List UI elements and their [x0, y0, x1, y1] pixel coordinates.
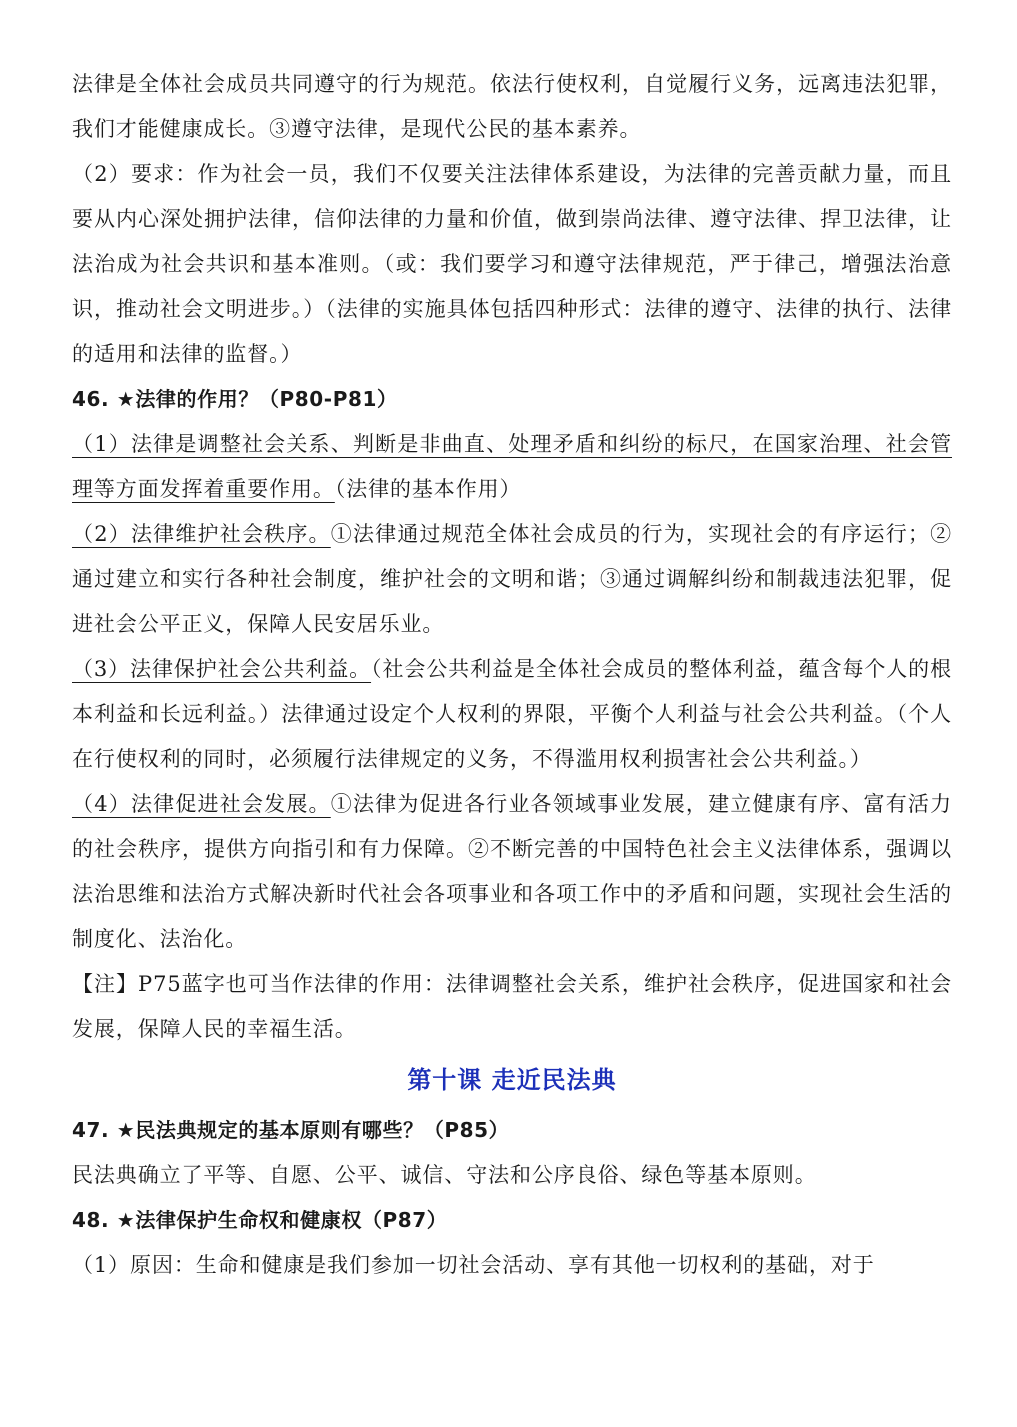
q46-point-2-key: （2）法律维护社会秩序。 — [72, 522, 331, 546]
q46-point-4-detail: ①法律为促进各行业各领域事业发展，建立健康有序、富有活力的社会秩序，提供方向指引和有力保障。②不断完善的中国特色社会主义法律体系，强调以法治思维和法治方式解决新时代社会各项事业和各项工作中的矛盾和问题，实现社会生活的制度化、法治化。 — [72, 792, 952, 951]
q46-point-3-key: （3）法律保护社会公共利益。 — [72, 657, 372, 681]
q46-point-4 — [72, 782, 952, 962]
q46-point-3 — [72, 647, 952, 782]
q46-point-2 — [72, 512, 952, 647]
q46-point-2-detail: ①法律通过规范全体社会成员的行为，实现社会的有序运行；②通过建立和实行各种社会制度，维护社会的文明和谐；③通过调解纠纷和制裁违法犯罪，促进社会公平正义，保障人民安居乐业。 — [72, 522, 952, 636]
question-47-title: 47. ★民法典规定的基本原则有哪些？（P85） — [72, 1118, 510, 1142]
q47-answer — [72, 1153, 952, 1198]
question-48-title: 48. ★法律保护生命权和健康权（P87） — [72, 1208, 448, 1232]
q47-answer-text: 民法典确立了平等、自愿、公平、诚信、守法和公序良俗、绿色等基本原则。 — [72, 1163, 817, 1187]
document-page — [72, 62, 952, 1288]
intro-paragraph — [72, 62, 952, 152]
question-46-title: 46. ★法律的作用？（P80-P81） — [72, 387, 398, 411]
q46-point-1-key: （1）法律是调整社会关系、判断是非曲直、处理矛盾和纠纷的标尺，在国家治理、社会管理等方面发挥着重要作用。 — [72, 432, 952, 501]
q48-point-1-text: （1）原因：生命和健康是我们参加一切社会活动、享有其他一切权利的基础，对于 — [72, 1253, 875, 1277]
requirement-text: （2）要求：作为社会一员，我们不仅要关注法律体系建设，为法律的完善贡献力量，而且要从内心深处拥护法律，信仰法律的力量和价值，做到崇尚法律、遵守法律、捍卫法律，让法治成为社会共识和基本准则。（或：我们要学习和遵守法律规范，严于律己，增强法治意识，推动社会文明进步。）（法律的实施具体包括四种形式：法律的遵守、法律的执行、法律的适用和法律的监督。） — [72, 162, 952, 366]
q46-point-3-detail: （社会公共利益是全体社会成员的整体利益，蕴含每个人的根本利益和长远利益。）法律通过设定个人权利的界限，平衡个人利益与社会公共利益。（个人在行使权利的同时，必须履行法律规定的义务，不得滥用权利损害社会公共利益。） — [72, 657, 952, 771]
q46-point-4-key: （4）法律促进社会发展。 — [72, 792, 331, 816]
q46-point-1-note: （法律的基本作用） — [334, 477, 522, 501]
lesson-heading: 第十课 走近民法典 — [407, 1066, 617, 1094]
intro-text: 法律是全体社会成员共同遵守的行为规范。依法行使权利，自觉履行义务，远离违法犯罪，我们才能健康成长。③遵守法律，是现代公民的基本素养。 — [72, 72, 952, 141]
q46-note-text: 【注】P75蓝字也可当作法律的作用：法律调整社会关系，维护社会秩序，促进国家和社会发展，保障人民的幸福生活。 — [72, 972, 952, 1041]
requirement-paragraph — [72, 152, 952, 377]
q46-note — [72, 962, 952, 1052]
q46-point-1 — [72, 422, 952, 512]
q48-point-1 — [72, 1243, 952, 1288]
